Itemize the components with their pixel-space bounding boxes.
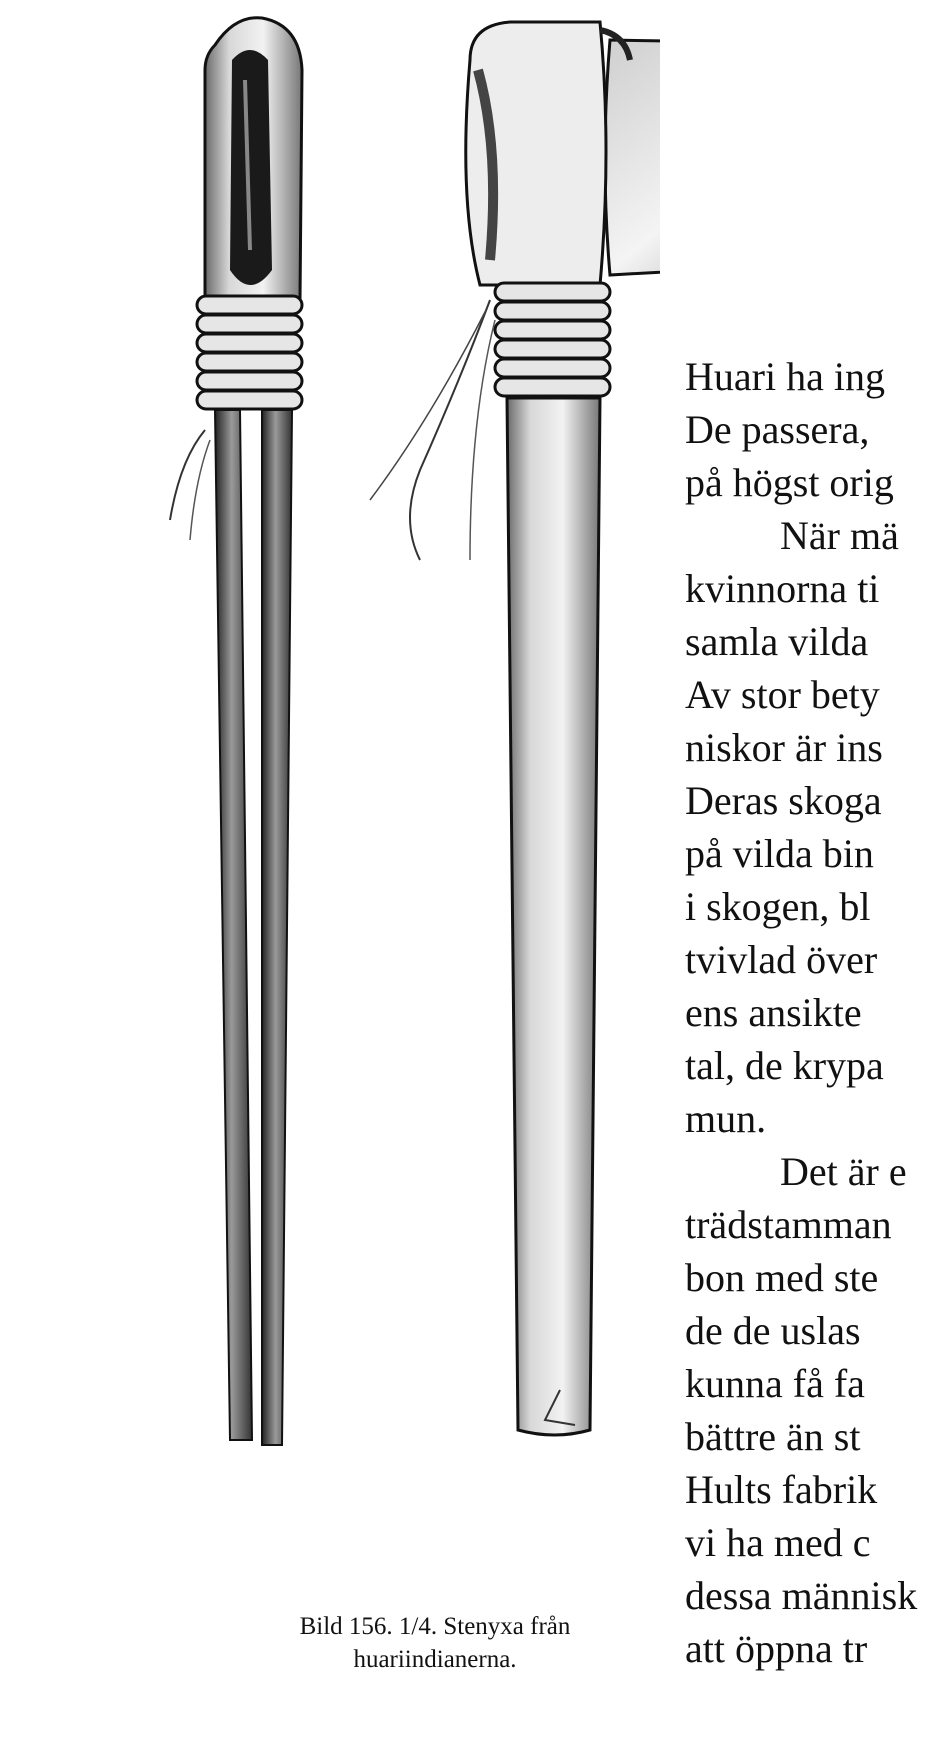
text-line: bon med ste (685, 1255, 879, 1300)
text-line: mun. (685, 1096, 767, 1141)
text-line: niskor är ins (685, 725, 883, 770)
text-line: vi ha med c (685, 1520, 871, 1565)
text-line: kvinnorna ti (685, 566, 880, 611)
axe-side-view (170, 18, 302, 1445)
text-line: att öppna tr (685, 1626, 868, 1671)
text-line: Hults fabrik (685, 1467, 878, 1512)
text-line: på högst orig (685, 460, 894, 505)
text-line: Deras skoga (685, 778, 882, 823)
text-line: ens ansikte (685, 990, 862, 1035)
body-text (685, 350, 933, 1675)
text-line: tal, de krypa (685, 1043, 884, 1088)
text-line: Det är e (780, 1149, 907, 1194)
text-line: De passera, (685, 407, 870, 452)
text-line: Huari ha ing (685, 354, 885, 399)
caption-line-1: Bild 156. 1/4. Stenyxa från (299, 1613, 571, 1640)
figure-caption (195, 1610, 675, 1676)
text-line: på vilda bin (685, 831, 874, 876)
text-line: trädstamman (685, 1202, 892, 1247)
text-line: När mä (780, 513, 899, 558)
text-line: bättre än st (685, 1414, 861, 1459)
text-line: de de uslas (685, 1308, 861, 1353)
caption-line-2: huariindianerna. (353, 1646, 517, 1673)
text-line: Av stor bety (685, 672, 880, 717)
text-line: kunna få fa (685, 1361, 865, 1406)
text-line: tvivlad över (685, 937, 878, 982)
axe-front-view (370, 22, 660, 1435)
text-line: dessa människ (685, 1573, 918, 1618)
text-line: i skogen, bl (685, 884, 871, 929)
text-line: samla vilda (685, 619, 869, 664)
